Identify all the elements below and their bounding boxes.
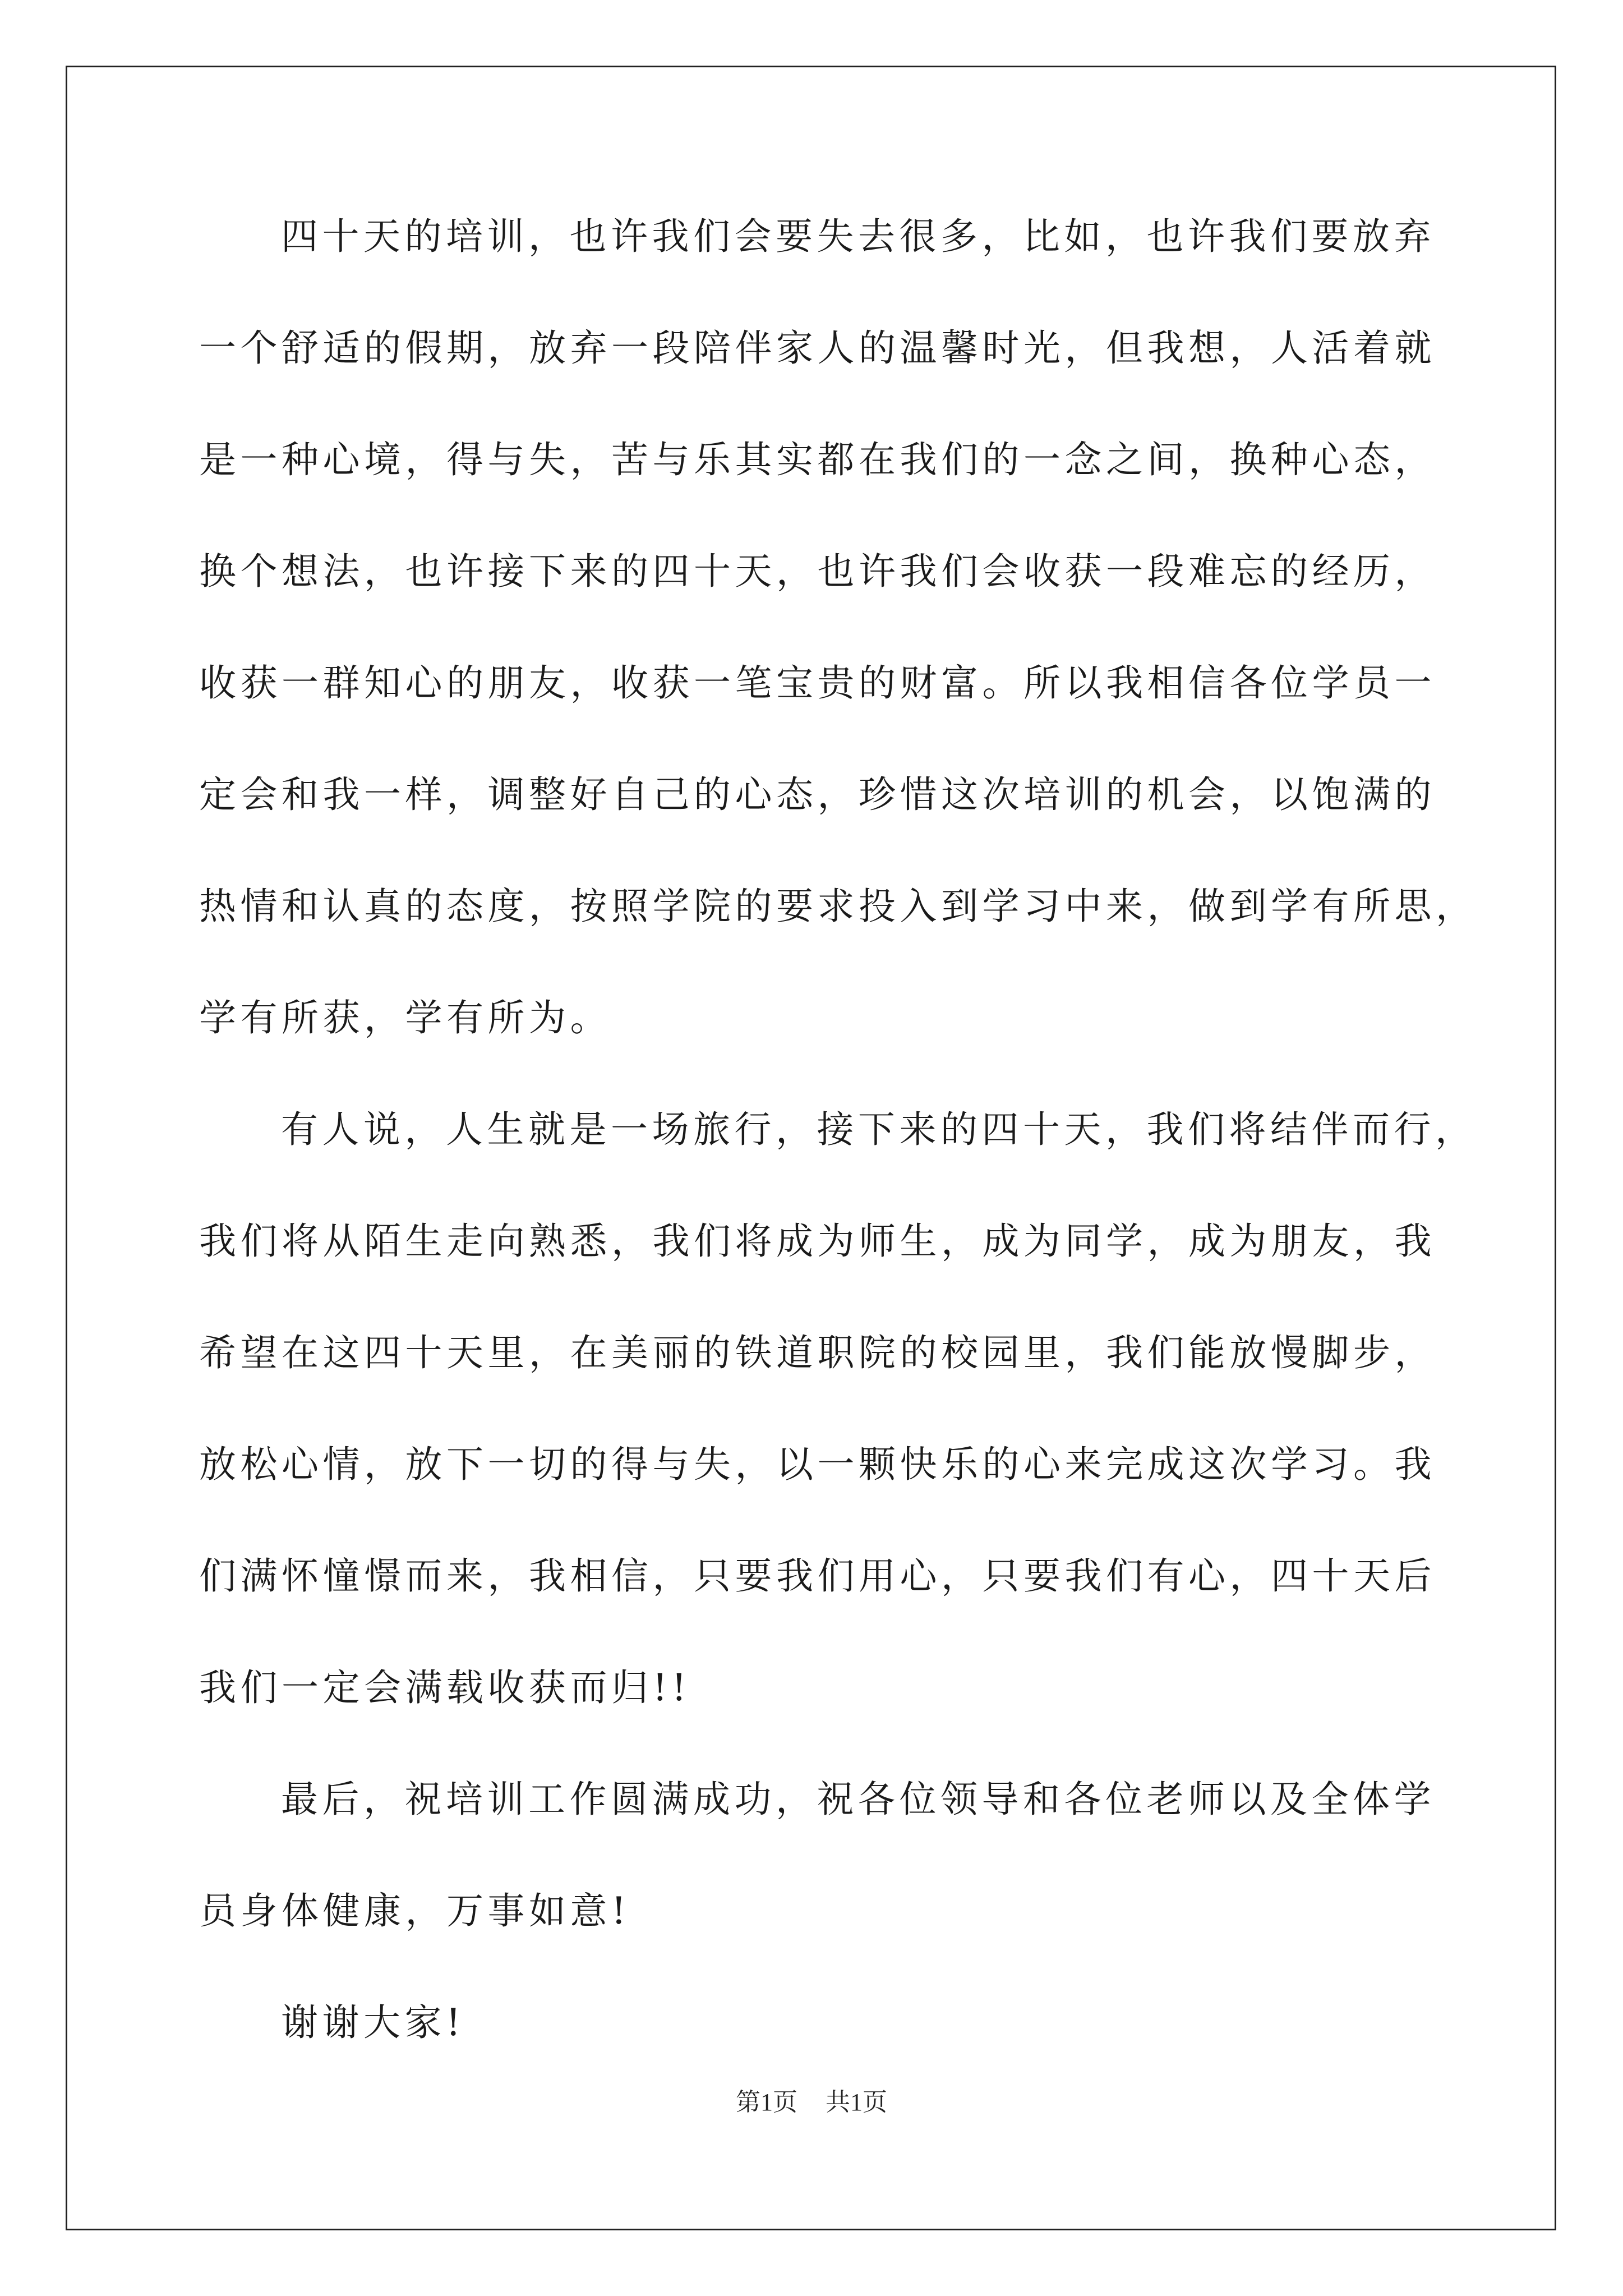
page-footer — [0, 2086, 1623, 2119]
paragraph-1-line-4: 换个想法，也许接下来的四十天，也许我们会收获一段难忘的经历， — [199, 550, 1436, 593]
paragraph-3-line-1: 最后，祝培训工作圆满成功，祝各位领导和各位老师以及全体学 — [281, 1778, 1435, 1821]
paragraph-1-line-1: 四十天的培训，也许我们会要失去很多，比如，也许我们要放弃 — [281, 215, 1435, 258]
paragraph-2-line-6: 我们一定会满载收获而归!! — [199, 1666, 691, 1709]
paragraph-1-line-5: 收获一群知心的朋友，收获一笔宝贵的财富。所以我相信各位学员一 — [199, 661, 1436, 705]
page-number: 第1页 — [736, 2088, 797, 2116]
paragraph-2-line-1: 有人说，人生就是一场旅行，接下来的四十天，我们将结伴而行， — [281, 1108, 1477, 1151]
paragraph-4-line-1: 谢谢大家! — [281, 2001, 465, 2044]
page-total: 共1页 — [826, 2088, 887, 2116]
paragraph-1-line-7: 热情和认真的态度，按照学院的要求投入到学习中来，做到学有所思， — [199, 885, 1477, 928]
paragraph-1-line-2: 一个舒适的假期，放弃一段陪伴家人的温馨时光，但我想，人活着就 — [199, 326, 1436, 370]
paragraph-2-line-3: 希望在这四十天里，在美丽的铁道职院的校园里，我们能放慢脚步， — [199, 1331, 1436, 1374]
paragraph-1-line-8: 学有所获，学有所为。 — [199, 996, 611, 1039]
document-body — [199, 209, 1477, 2106]
paragraph-1-line-3: 是一种心境，得与失，苦与乐其实都在我们的一念之间，换种心态， — [199, 438, 1436, 481]
paragraph-1-line-6: 定会和我一样，调整好自己的心态，珍惜这次培训的机会，以饱满的 — [199, 773, 1436, 816]
paragraph-3-line-2: 员身体健康，万事如意! — [199, 1889, 631, 1932]
paragraph-2-line-5: 们满怀憧憬而来，我相信，只要我们用心，只要我们有心，四十天后 — [199, 1554, 1436, 1598]
paragraph-2-line-4: 放松心情，放下一切的得与失，以一颗快乐的心来完成这次学习。我 — [199, 1443, 1436, 1486]
paragraph-2-line-2: 我们将从陌生走向熟悉，我们将成为师生，成为同学，成为朋友，我 — [199, 1220, 1436, 1263]
